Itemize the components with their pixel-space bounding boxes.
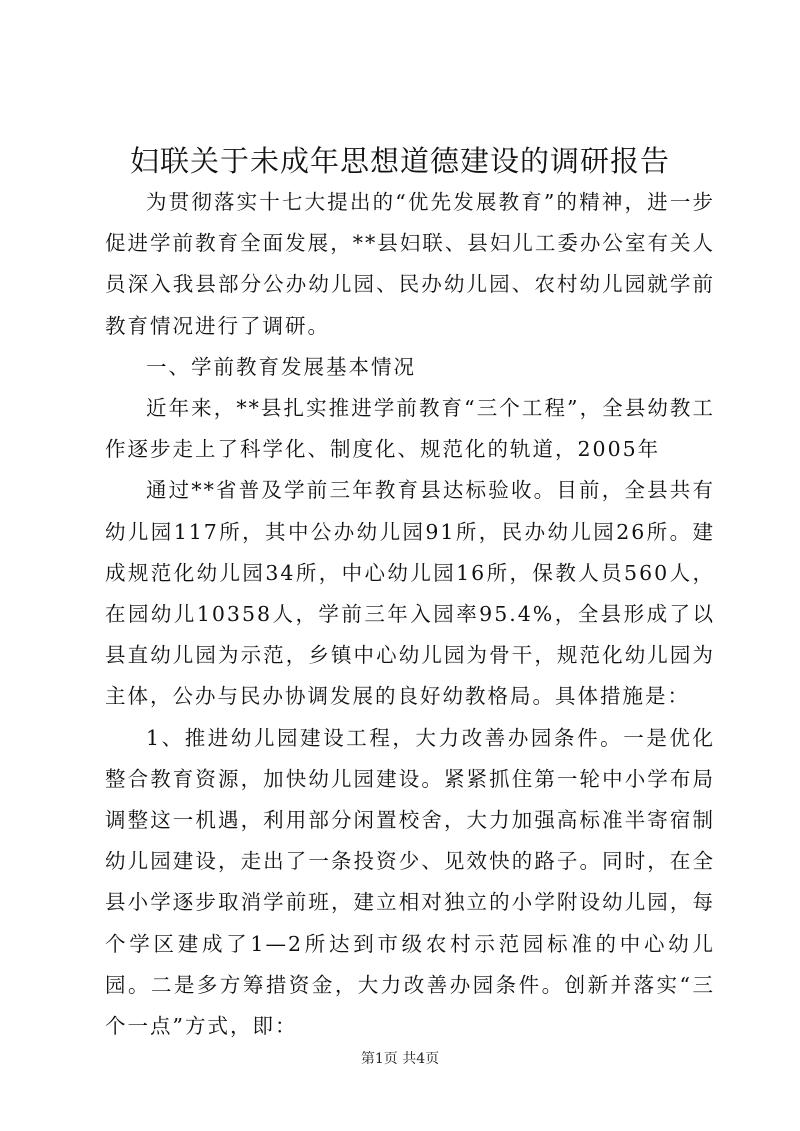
- paragraph-intro: 为贯彻落实十七大提出的“优先发展教育”的精神，进一步促进学前教育全面发展，**县妇联、县妇儿工委办公室有关人员深入我县部分公办幼儿园、民办幼儿园、农村幼儿园就学前教育情况进行了调研。: [105, 190, 715, 338]
- paragraph-recent-years: 近年来，**县扎实推进学前教育“三个工程”，全县幼教工作逐步走上了科学化、制度化、规范化的轨道，2005年: [105, 396, 715, 462]
- section-heading: 一、学前教育发展基本情况: [146, 354, 416, 379]
- paragraph-measure-one: 1、推进幼儿园建设工程，大力改善办园条件。一是优化整合教育资源，加快幼儿园建设。紧紧抓住第一轮中小学布局调整这一机遇，利用部分闲置校舍，大力加强高标准半寄宿制幼儿园建设，走出了一条投资少、见效快的路子。同时，在全县小学逐步取消学前班，建立相对独立的小学附设幼儿园，每个学区建成了1—2所达到市级农村示范园标准的中心幼儿园。二是多方筹措资金，大力改善办园条件。创新并落实“三个一点”方式，即：: [105, 725, 715, 1039]
- page-footer: 第1页 共4页: [360, 1051, 440, 1067]
- paragraph-statistics: 通过**省普及学前三年教育县达标验收。目前，全县共有幼儿园117所，其中公办幼儿园91所，民办幼儿园26所。建成规范化幼儿园34所，中心幼儿园16所，保教人员560人，在园幼儿10358人，学前三年入园率95.4%，全县形成了以县直幼儿园为示范，乡镇中心幼儿园为骨干，规范化幼儿园为主体，公办与民办协调发展的良好幼教格局。具体措施是：: [105, 478, 715, 709]
- document-title: 妇联关于未成年思想道德建设的调研报告: [129, 144, 670, 178]
- document-body: [105, 182, 715, 1047]
